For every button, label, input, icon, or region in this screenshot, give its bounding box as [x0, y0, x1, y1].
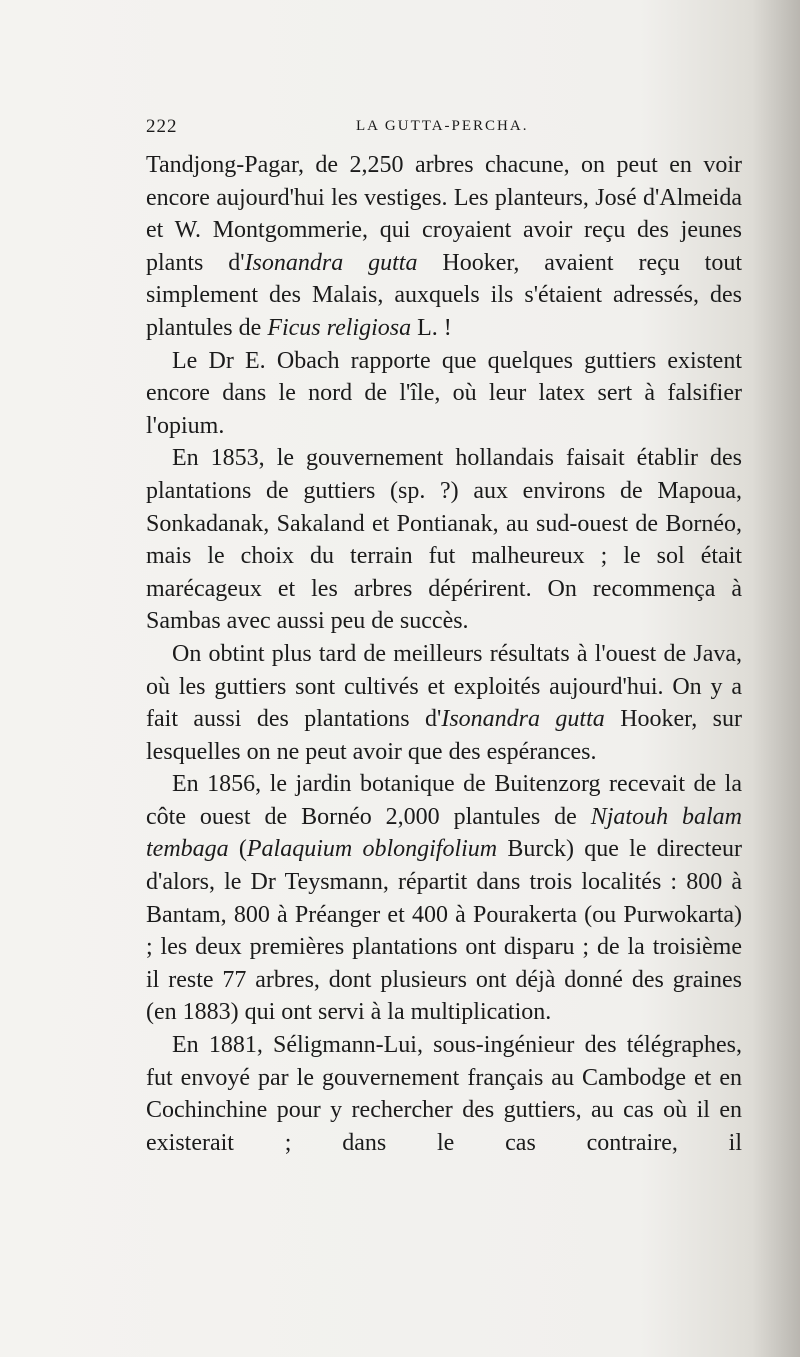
- text-run: En 1856, le jardin botanique de Buitenzorg recevait de la côte ouest de Bornéo 2,000 plantules de: [146, 771, 742, 830]
- paragraph: [146, 768, 742, 1029]
- italic-run: Njatouh balam tembaga: [146, 803, 742, 863]
- italic-run: Isonandra gutta: [244, 249, 418, 276]
- text-run: Tandjong-Pagar, de 2,250 arbres chacune, on peut en voir encore aujourd'hui les vestiges. Les planteurs, José d'Almeida et W. Montgommerie, qui croyaient avoir reçu des jeunes plants d': [146, 152, 742, 276]
- running-head: LA GUTTA-PERCHA.: [356, 118, 529, 134]
- text-run: Burck) que le directeur d'alors, le Dr Teysmann, répartit dans trois localités : 800 à Bantam, 800 à Préanger et 400 à Pourakerta (ou Purwokarta) ; les deux premières plantations ont disparu ; de la troisième il reste 77 arbres, dont plusieurs ont déjà donné des graines (en 1883) qui ont servi à la multiplication.: [146, 836, 742, 1026]
- italic-run: Palaquium oblongifolium: [246, 836, 498, 863]
- paragraph: [146, 442, 742, 638]
- text-run: En 1853, le gouvernement hollandais faisait établir des plantations de guttiers (sp. ?) aux environs de Mapoua, Sonkadanak, Sakaland et Pontianak, au sud-ouest de Bornéo, mais le choix du terrain fut malheureux ; le sol était marécageux et les arbres dépérirent. On recommença à Sambas avec aussi peu de succès.: [146, 445, 742, 635]
- paragraph: [146, 1029, 742, 1159]
- text-run: (: [228, 836, 247, 863]
- text-run: On obtint plus tard de meilleurs résultats à l'ouest de Java, où les guttiers sont cultivés et exploités aujourd'hui. On y a fait aussi des plantations d': [146, 640, 742, 733]
- text-run: L. !: [411, 314, 452, 341]
- text-run: En 1881, Séligmann-Lui, sous-ingénieur des télégraphes, fut envoyé par le gouvernement français au Cambodge et en Cochinchine pour y rechercher des guttiers, au cas où il en existerait ; dans le cas contraire, il: [146, 1032, 742, 1156]
- text-run: Hooker, avaient reçu tout simplement des Malais, auxquels ils s'étaient adressés, des plantules de: [146, 249, 742, 341]
- paragraph: [146, 638, 742, 768]
- text-run: Le Dr E. Obach rapporte que quelques guttiers existent encore dans le nord de l'île, où leur latex sert à falsifier l'opium.: [146, 347, 742, 439]
- paragraph: [146, 345, 742, 443]
- page-header: [146, 116, 746, 144]
- italic-run: Ficus religiosa: [267, 314, 412, 341]
- page-number: 222: [146, 116, 178, 137]
- text-run: Hooker, sur lesquelles on ne peut avoir que des espérances.: [146, 706, 742, 765]
- italic-run: Isonandra gutta: [441, 706, 605, 733]
- body-text: [146, 149, 742, 1159]
- paragraph: [146, 149, 742, 345]
